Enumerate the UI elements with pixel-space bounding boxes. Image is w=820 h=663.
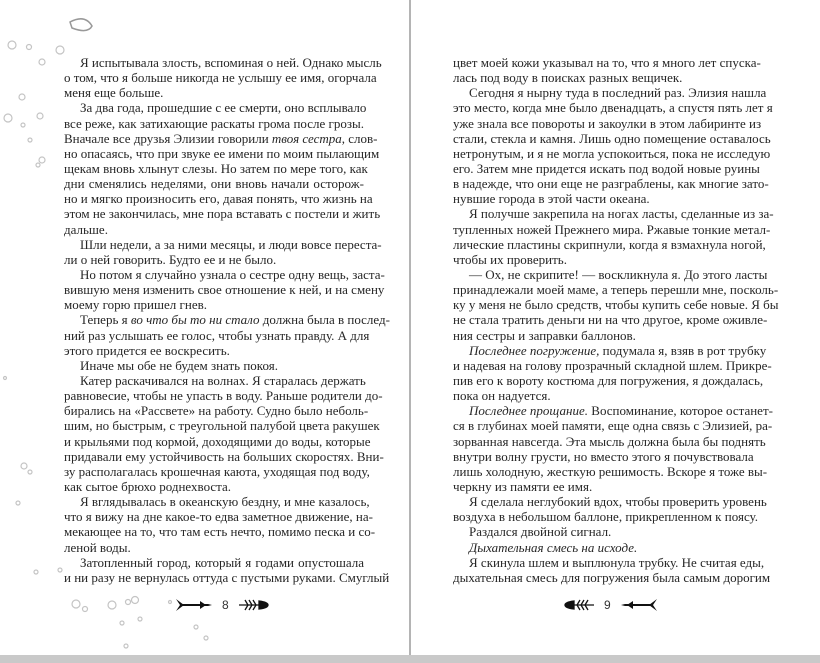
text-segment: нетронутым, и я не могла успокоиться, пока не исследую <box>453 145 771 161</box>
text-segment: ния сестры и заправки баллонов. <box>453 327 636 343</box>
page-footer <box>176 598 269 612</box>
text-line <box>453 479 753 494</box>
text-line <box>64 206 381 222</box>
text-line <box>453 130 771 146</box>
text-line <box>64 343 364 358</box>
text-line <box>64 403 369 419</box>
text-segment: подумала я, взяв в рот трубку <box>599 342 767 358</box>
text-segment: Воспоминание, которое останет- <box>588 403 773 419</box>
text-line <box>453 403 773 419</box>
text-line <box>453 554 765 570</box>
text-segment: Шли недели, а за ними месяцы, и люди вовсе переста- <box>80 236 382 252</box>
fish-arrow-icon <box>176 598 212 612</box>
text-line <box>64 55 382 70</box>
text-segment: но и мягко произносить его, давая понять, что жизнь на <box>64 191 373 207</box>
text-segment: о том, что я больше никогда не услышу ее имя, огорчала <box>64 70 377 86</box>
text-line <box>64 509 373 525</box>
text-line <box>453 160 760 176</box>
text-segment: и ни разу не вернулась оттуда с пустыми руками. Смуглый <box>64 569 390 585</box>
text-segment: леной воды. <box>64 539 131 555</box>
text-line <box>64 282 385 298</box>
text-segment: Я вглядывалась в океанскую бездну, и мне казалось, <box>80 494 370 510</box>
text-segment: вившую меня изменить свое отношение к ней, и на смену <box>64 282 385 298</box>
fish-skeleton-icon <box>239 598 269 612</box>
text-segment: придавали ему устойчивость на больших скоростях. Вни- <box>64 448 384 464</box>
text-segment: Затопленный город, который я годами опустошала <box>80 554 364 570</box>
text-segment: черкну из памяти ее имя. <box>453 478 593 494</box>
text-line <box>453 115 762 131</box>
text-line <box>453 236 766 252</box>
text-segment: Теперь я <box>80 312 131 328</box>
text-line <box>453 449 753 464</box>
text-segment: тупленных ножей Прежнего мира. Ржавые тонкие метал- <box>453 221 771 237</box>
text-line <box>64 463 370 479</box>
text-line <box>453 206 774 222</box>
text-segment: пив его к вороту костюма для погружения, я дождалась, <box>453 372 764 388</box>
text-segment: За два года, прошедшие с ее смерти, оно всплывало <box>80 100 367 116</box>
text-segment: Иначе мы обе не будем знать покоя. <box>80 357 278 373</box>
viewer-bottom-edge <box>0 655 820 663</box>
text-segment: лишь холодную, жесткую решимость. Вскоре я тоже вы- <box>453 463 768 479</box>
text-line <box>64 479 364 494</box>
text-line <box>64 433 371 449</box>
text-line <box>453 145 771 161</box>
text-segment: принадлежали моей маме, а теперь перешли мне, посколь- <box>453 282 779 298</box>
text-segment: Катер раскачивался на волнах. Я старалась держать <box>80 372 366 388</box>
text-line <box>453 252 753 267</box>
text-segment: Я испытывала злость, вспоминая о ней. Однако мысль <box>80 55 382 70</box>
text-segment: зорванная навсегда. Эта мысль должна была бы поднять <box>453 433 766 449</box>
text-segment: уже знала все повороты и закоулки в этом лабиринте из <box>453 115 762 131</box>
italic-text: твоя сестра <box>271 130 342 146</box>
text-segment: все реже, как затихающие раскаты грома после грозы. <box>64 115 364 131</box>
page-number: 9 <box>604 598 611 612</box>
text-segment: моему горю пришел гнев. <box>64 297 207 313</box>
text-segment: дыхательная смесь для погружения была самым дорогим <box>453 569 771 585</box>
text-line <box>453 524 753 539</box>
page-text <box>453 55 779 585</box>
text-line <box>64 70 377 86</box>
italic-text: во что бы то ни стало <box>130 312 260 328</box>
text-segment: не стала тратить деньги ни на что другое, кроме оживле- <box>453 312 768 328</box>
text-line <box>453 388 753 403</box>
text-segment: его. Затем мне придется искать под водой новые руины <box>453 160 760 176</box>
text-line <box>64 222 364 237</box>
text-segment: — Ох, не скрипите! — воскликнула я. До этого ласты <box>469 266 768 282</box>
text-segment: чтобы их проверить. <box>453 251 567 267</box>
text-line <box>453 282 779 298</box>
text-line <box>453 176 769 192</box>
text-line <box>453 463 768 479</box>
text-line <box>453 569 771 585</box>
text-segment: равновесие, чтобы не упасть в воду. Раньше родители до- <box>64 388 383 404</box>
italic-text: Дыхательная смесь на исходе. <box>469 539 638 555</box>
text-line <box>453 328 753 343</box>
text-segment: воздуха в небольшом баллоне, прикрепленном к поясу. <box>453 509 758 525</box>
text-segment: зу располагалась крошечная каюта, уходящая под воду, <box>64 463 370 479</box>
text-segment: и крыльями под кормой, доходящими до воды, которые <box>64 433 371 449</box>
text-segment: ний раз услышать ее голос, чтобы узнать правду. А для <box>64 327 370 343</box>
italic-text: Последнее прощание. <box>469 403 589 419</box>
text-segment: Раздался двойной сигнал. <box>469 524 612 540</box>
text-segment: в надежде, что они еще не разграблены, как многие зато- <box>453 176 769 192</box>
text-segment: этом не закончилась, мне пора вставать с постели и жить <box>64 206 381 222</box>
text-line <box>453 266 768 282</box>
text-line <box>453 70 753 85</box>
text-segment: Но потом я случайно узнала о сестре одну вещь, заста- <box>80 266 385 282</box>
text-line <box>453 312 768 328</box>
text-line <box>64 252 364 267</box>
text-line <box>64 130 378 146</box>
text-line <box>64 494 370 510</box>
text-segment: лась под воду в поисках разных вещичек. <box>453 70 683 86</box>
text-segment: это место, когда мне было двенадцать, а спустя пять лет я <box>453 100 773 116</box>
text-line <box>64 145 380 161</box>
text-line <box>64 524 376 540</box>
text-segment: нувшие города в этой части океана. <box>453 191 650 207</box>
text-line <box>453 433 766 449</box>
text-segment: дальше. <box>64 221 108 237</box>
text-line <box>64 555 364 570</box>
text-segment: ся в глубинах моей памяти, еще одна связь с Элизией, ра- <box>453 418 773 434</box>
text-segment: меня еще больше. <box>64 85 164 101</box>
text-segment: ку у меня не было средств, чтобы купить себе новые. Я бы <box>453 297 779 313</box>
text-segment: пока он надуется. <box>453 388 551 404</box>
text-segment: лические пластины скрипнули, когда я взмахнула ногой, <box>453 236 766 252</box>
text-line <box>453 191 753 206</box>
text-line <box>453 372 764 388</box>
page-text <box>64 55 390 585</box>
text-line <box>64 116 364 131</box>
left-page <box>0 0 409 655</box>
text-segment: цвет моей кожи указывал на то, что я много лет спуска- <box>453 55 761 70</box>
text-line <box>453 297 779 313</box>
text-line <box>453 55 761 70</box>
page-footer <box>564 598 657 612</box>
text-segment: Я скинула шлем и выплюнула трубку. Не считая еды, <box>469 554 765 570</box>
text-line <box>453 342 767 358</box>
text-segment: , слов- <box>341 130 378 146</box>
text-line <box>64 327 370 343</box>
text-line <box>64 388 383 404</box>
text-line <box>64 160 368 176</box>
text-line <box>64 297 364 312</box>
text-line <box>64 266 385 282</box>
text-line <box>64 448 384 464</box>
text-line <box>64 191 373 207</box>
text-line <box>453 509 758 525</box>
text-line <box>453 100 773 116</box>
text-segment: бирались на «Рассвете» на работу. Судно было неболь- <box>64 403 369 419</box>
text-line <box>453 540 753 555</box>
text-segment: должна была в послед- <box>259 312 390 328</box>
text-line <box>64 176 364 191</box>
page-number: 8 <box>222 598 229 612</box>
text-line <box>64 373 364 388</box>
text-segment: но опасаясь, что при звуке ее имени по моим пылающим <box>64 145 380 161</box>
text-segment: ли о ней говорить. Будто ее и не было. <box>64 251 277 267</box>
text-line <box>64 236 382 252</box>
text-line <box>453 418 773 434</box>
text-line <box>453 85 767 101</box>
text-segment: Я сделала неглубокий вдох, чтобы проверить уровень <box>469 494 767 510</box>
text-segment: мекающее на то, что там есть нечто, помимо песка и со- <box>64 524 376 540</box>
text-segment: и надевая на голову прозрачный складной шлем. Прикре- <box>453 357 772 373</box>
text-segment: Вначале все друзья Элизии говорили <box>64 130 272 146</box>
text-segment: этого придется ее воскресить. <box>64 342 230 358</box>
text-line <box>453 357 772 373</box>
text-line <box>64 418 380 434</box>
fish-skeleton-icon <box>564 598 594 612</box>
text-line <box>64 85 364 100</box>
text-segment: Я получше закрепила на ногах ласты, сделанные из за- <box>469 206 774 222</box>
text-segment: что я вижу на дне какое-то едва заметное движение, на- <box>64 509 373 525</box>
text-line <box>64 358 364 373</box>
text-segment: стали, стекла и камня. Лишь одно помещение оставалось <box>453 130 771 146</box>
text-line <box>453 221 771 237</box>
text-line <box>64 569 390 585</box>
text-segment: как сытое брюхо роднехвоста. <box>64 478 232 494</box>
text-segment: дни сменялись неделями, они вновь начали осторож- <box>64 176 364 192</box>
fish-arrow-icon <box>621 598 657 612</box>
text-line <box>64 100 367 116</box>
right-page <box>411 0 820 655</box>
text-segment: внутри волну грусти, но вместо этого я почувствовала <box>453 448 754 464</box>
text-segment: шим, но быстрым, с треугольной палубой цвета ракушек <box>64 418 380 434</box>
text-line <box>453 494 767 510</box>
text-segment: щекам вновь хлынут слезы. Но затем по мере того, как <box>64 160 368 176</box>
text-line <box>64 540 364 555</box>
text-segment: Сегодня я нырну туда в последний раз. Элизия нашла <box>469 85 767 101</box>
italic-text: Последнее погружение, <box>469 342 600 358</box>
text-line <box>64 312 390 328</box>
